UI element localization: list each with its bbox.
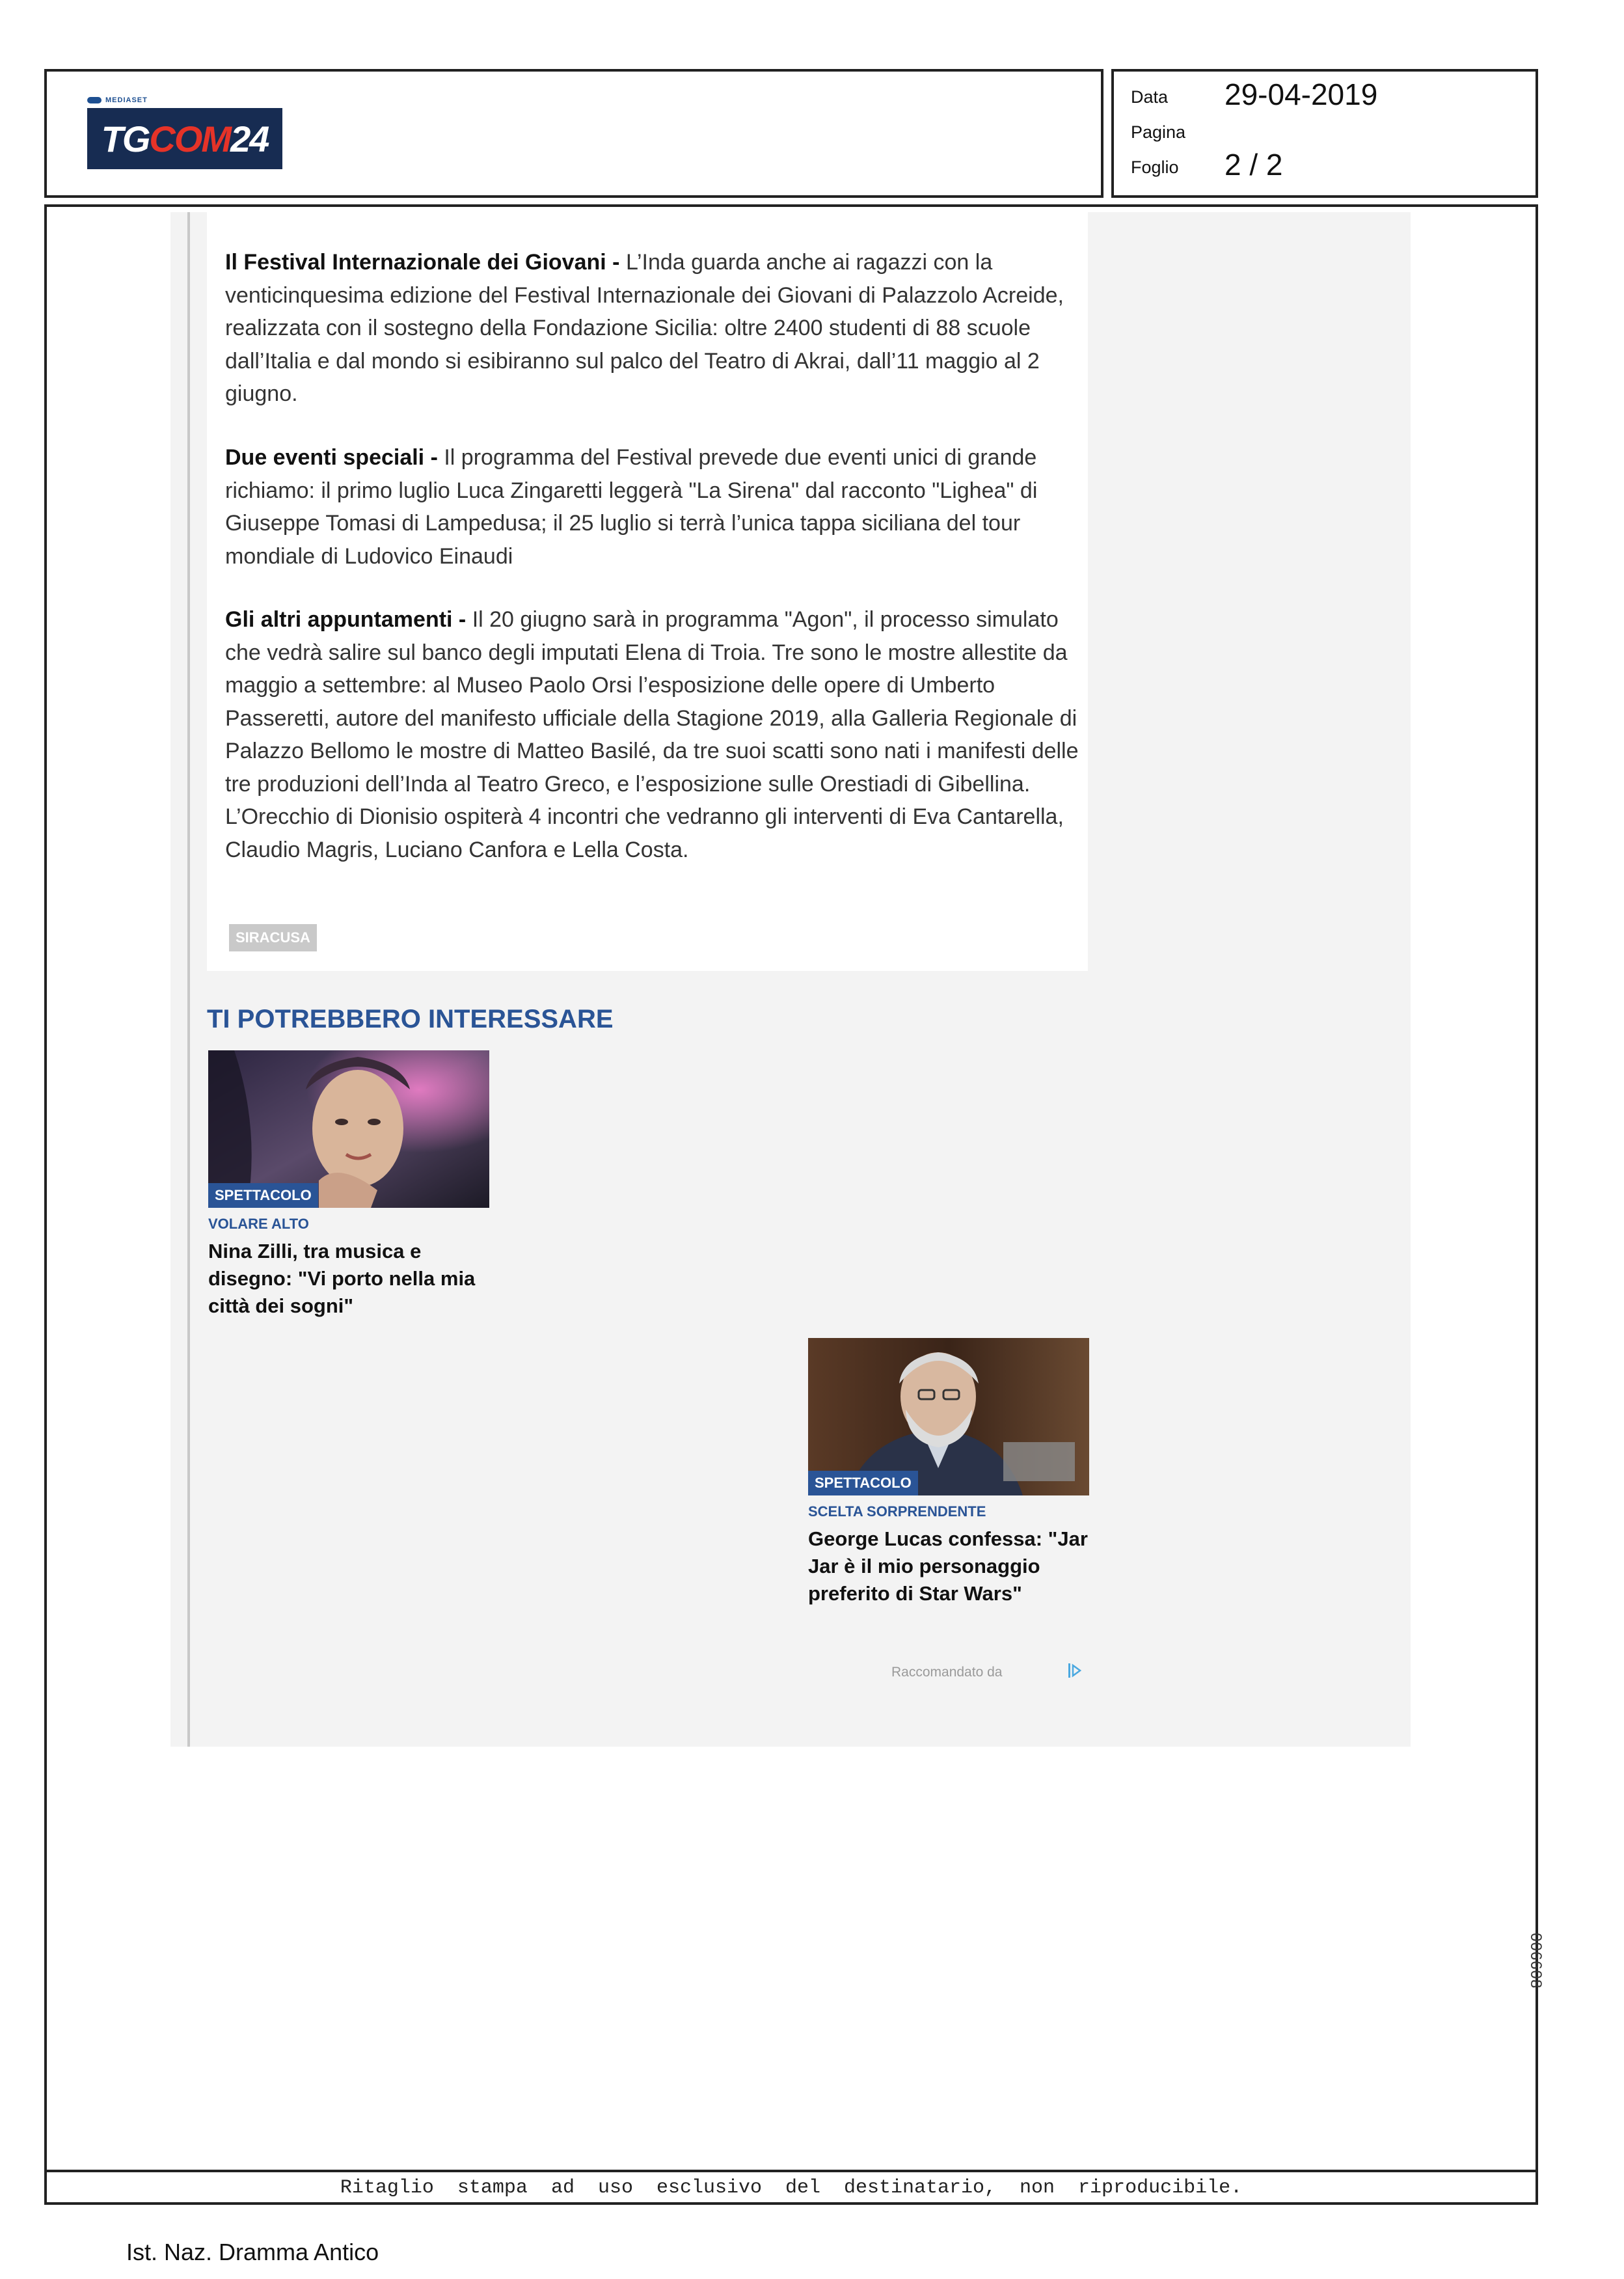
article-paragraph-1: Il Festival Internazionale dei Giovani - L’Inda guarda anche ai ragazzi con la venticinquesima edizione del Festival Internazionale dei Giovani di Palazzolo Acreide, realizzata con il sostegno della Fondazione Sicilia: oltre 2400 studenti di 88 scuole dall’Italia e dal mondo si esibiranno sul palco del Teatro di Akrai, dall’11 maggio al 2 giugno. [225, 250, 1064, 406]
mediaset-icon [87, 97, 102, 103]
related-card-1-title[interactable]: Nina Zilli, tra musica e disegno: "Vi porto nella mia città dei sogni" [208, 1240, 476, 1317]
category-tag[interactable]: SIRACUSA [229, 924, 317, 951]
related-card-2-badge[interactable]: SPETTACOLO [808, 1471, 918, 1495]
article-paragraph-3: Gli altri appuntamenti - Il 20 giugno sarà in programma "Agon", il processo simulato che vedrà salire sul banco degli imputati Elena di Troia. Tre sono le mostre allestite da maggio a settembre: al Museo Paolo Orsi l’esposizione delle opere di Umberto Passeretti, autore del manifesto ufficiale della Stagione 2019, alla Galleria Regionale di Palazzo Bellomo le mostre di Matteo Basilé, da tre suoi scatti sono nati i manifesti delle tre produzioni dell’Inda al Teatro Greco, e l’esposizione sulle Orestiadi di Gibellina. L’Orecchio di Dionisio ospiterà 4 incontri che vedranno gli interventi di Eva Cantarella, Claudio Magris, Luciano Canfora e Lella Costa. [225, 607, 1079, 862]
source-name: Ist. Naz. Dramma Antico [126, 2239, 379, 2265]
related-card-2[interactable] [808, 1338, 1089, 1607]
clipping-disclaimer: Ritaglio stampa ad uso esclusivo del destinatario, non riproducibile. [44, 2170, 1538, 2205]
logo-text-com: COM [149, 118, 231, 159]
document-code: 006608 [1527, 1933, 1545, 1989]
related-card-1[interactable] [208, 1050, 489, 1320]
tgcom24-logo [87, 95, 282, 173]
ad-choices-icon[interactable] [1068, 1662, 1081, 1679]
web-page-divider [187, 212, 190, 1747]
related-heading: TI POTREBBERO INTERESSARE [207, 1005, 614, 1033]
related-card-1-badge[interactable]: SPETTACOLO [208, 1183, 318, 1208]
related-card-2-kicker: SCELTA SORPRENDENTE [808, 1503, 986, 1520]
header-logo-box [44, 69, 1103, 198]
header-meta-box [1111, 69, 1538, 198]
recommended-by-label[interactable]: Raccomandato da [891, 1665, 1003, 1680]
logo-text-24: 24 [230, 118, 269, 159]
related-card-1-image[interactable] [208, 1050, 489, 1208]
related-card-1-kicker: VOLARE ALTO [208, 1216, 309, 1232]
meta-label-foglio: Foglio [1131, 157, 1179, 177]
meta-value-foglio: 2 / 2 [1225, 148, 1283, 182]
related-card-2-title[interactable]: George Lucas confessa: "Jar Jar è il mio personaggio preferito di Star Wars" [808, 1527, 1088, 1605]
meta-label-data: Data [1131, 87, 1169, 107]
logo-mediaset-text: MEDIASET [105, 96, 148, 104]
article-paragraph-2: Due eventi speciali - Il programma del Festival prevede due eventi unici di grande richiamo: il primo luglio Luca Zingaretti leggerà "La Sirena" dal racconto "Lighea" di Giuseppe Tomasi di Lampedusa; il 25 luglio si terrà l’unica tappa siciliana del tour mondiale di Ludovico Einaudi [225, 445, 1038, 569]
related-card-2-image[interactable] [808, 1338, 1089, 1495]
logo-text-tg: TG [101, 118, 150, 159]
meta-value-data: 29-04-2019 [1225, 77, 1378, 111]
meta-label-pagina: Pagina [1131, 122, 1186, 142]
